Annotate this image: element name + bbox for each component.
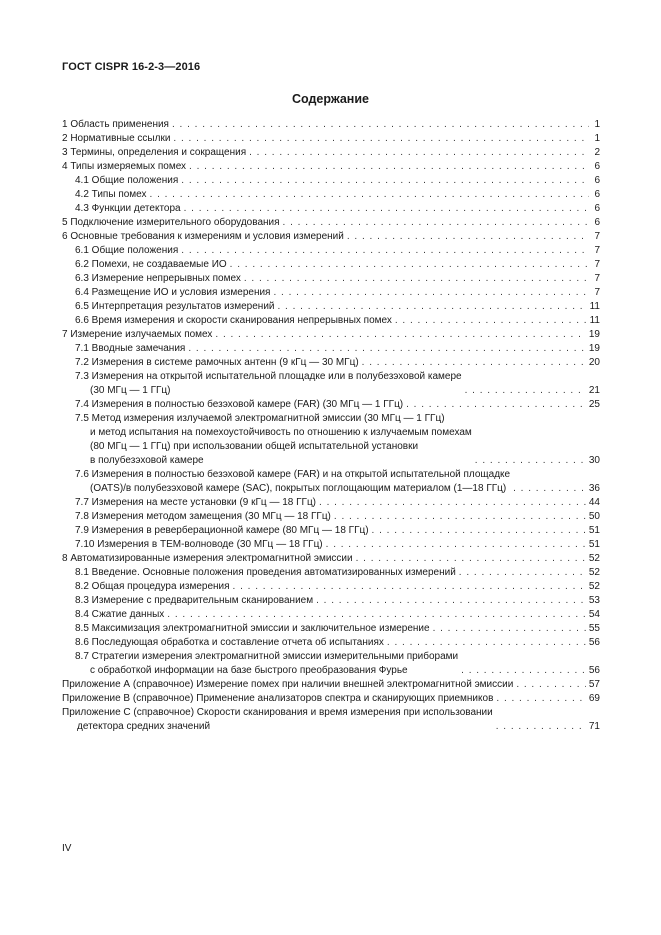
toc-entry[interactable] [62,160,600,174]
toc-entry-page: 6 [594,175,600,186]
dot-leader [273,286,589,300]
dot-leader [461,664,586,678]
toc-entry-line: 4.2 Типы помех [75,189,147,200]
toc-entry-line: 8.3 Измерение с предварительным сканированием [75,595,314,606]
toc-entry-line: 7.6 Измерения в полностью безэховой камере (FAR) и на открытой испытательной площадке [75,469,511,480]
toc-entry[interactable] [62,398,600,412]
toc-entry-label [75,412,472,468]
toc-entry-line: 7.2 Измерения в системе рамочных антенн (9 кГц — 30 МГц) [75,357,359,368]
toc-entry-label [75,244,178,258]
toc-entry-page: 55 [588,623,600,634]
toc-entry-line: 4 Типы измеряемых помех [62,161,187,172]
document-code: ГОСТ CISPR 16-2-3—2016 [62,61,201,73]
toc-entry-line: и метод испытания на помехоустойчивость по отношению к излучаемым помехам [90,427,472,438]
dot-leader [395,314,587,328]
toc-entry-label [62,328,212,342]
toc-entry-page: 51 [588,525,600,536]
toc-entry-line: 7.3 Измерения на открытой испытательной площадке или в полубезэховой камере [75,371,462,382]
toc-entry[interactable] [62,678,600,692]
toc-entry-line: 6.2 Помехи, не создаваемые ИО [75,259,227,270]
toc-entry[interactable] [62,328,600,342]
toc-entry[interactable] [62,622,600,636]
toc-entry-page: 57 [588,679,600,690]
toc-entry-label [75,202,181,216]
toc-entry-label [75,174,178,188]
dot-leader [326,538,586,552]
toc-entry-label [62,230,344,244]
toc-entry-line: 8.4 Сжатие данных [75,609,165,620]
dot-leader [459,566,586,580]
toc-entry-line: 6 Основные требования к измерениям и условия измерений [62,231,344,242]
toc-entry-line: Приложение В (справочное) Применение анализаторов спектра и сканирующих приемников [62,693,494,704]
toc-entry-line: 7.8 Измерения методом замещения (30 МГц — 18 ГГц) [75,511,331,522]
toc-entry-line: 8.1 Введение. Основные положения проведения автоматизированных измерений [75,567,456,578]
toc-entry-line: 7 Измерение излучаемых помех [62,329,213,340]
toc-entry-page: 52 [588,567,600,578]
toc-entry-label [75,468,510,496]
dot-leader [249,146,589,160]
toc-entry-page: 21 [588,385,600,396]
toc-entry-line: (80 МГц — 1 ГГц) при использовании общей испытательной установки [90,441,419,452]
toc-entry-label [75,650,458,678]
dot-leader [334,510,586,524]
toc-entry[interactable] [62,370,600,398]
toc-entry-line: Приложение С (справочное) Скорости сканирования и время измерения при использовании [62,707,493,718]
toc-entry-page: 6 [594,203,600,214]
dot-leader [278,300,587,314]
toc-entry-line: 7.10 Измерения в ТЕМ-волноводе (30 МГц — 18 ГГц) [75,539,323,550]
toc-entry-page: 44 [588,497,600,508]
toc-entry-page: 36 [588,483,600,494]
dot-leader [347,230,589,244]
toc-entry[interactable] [62,118,600,132]
toc-entry-label [75,398,403,412]
toc-entry-page: 7 [594,273,600,284]
toc-entry-page: 1 [594,119,600,130]
toc-entry[interactable] [62,580,600,594]
toc-entry-page: 50 [588,511,600,522]
toc-entry-label [75,580,230,594]
toc-entry-page: 7 [594,287,600,298]
toc-entry-line: 7.4 Измерения в полностью безэховой камере (FAR) (30 МГц — 1 ГГц) [75,399,404,410]
toc-entry[interactable] [62,146,600,160]
dot-leader [316,594,586,608]
toc-entry-page: 54 [588,609,600,620]
toc-entry[interactable] [62,496,600,510]
toc-entry-line: 7.9 Измерения в реверберационной камере (80 МГц — 18 ГГц) [75,525,369,536]
toc-entry-line: 6.3 Измерение непрерывных помех [75,273,241,284]
toc-entry-page: 53 [588,595,600,606]
toc-entry-line: 4.1 Общие положения [75,175,179,186]
toc-entry[interactable] [62,510,600,524]
toc-entry[interactable] [62,230,600,244]
dot-leader [516,678,586,692]
toc-entry-page: 7 [594,259,600,270]
toc-entry-page: 2 [594,147,600,158]
toc-entry-page: 30 [588,455,600,466]
toc-entry[interactable] [62,566,600,580]
toc-entry-line: 6.5 Интерпретация результатов измерений [75,301,275,312]
toc-entry-line: в полубезэховой камере [90,455,204,466]
toc-entry-label [75,258,227,272]
toc-entry[interactable] [62,412,600,468]
toc-entry[interactable] [62,188,600,202]
toc-entry[interactable] [62,216,600,230]
dot-leader [319,496,586,510]
toc-entry-label [75,594,313,608]
toc-entry-line: 3 Термины, определения и сокращения [62,147,247,158]
toc-entry[interactable] [62,174,600,188]
page-title: Содержание [291,92,369,106]
toc-entry-line: 7.1 Вводные замечания [75,343,186,354]
toc-entry-page: 7 [594,231,600,242]
toc-entry-label [75,622,430,636]
toc-entry-page: 25 [588,399,600,410]
toc-entry-page: 7 [594,245,600,256]
toc-entry[interactable] [62,272,600,286]
dot-leader [167,608,586,622]
toc-entry-label [75,636,384,650]
toc-entry-page: 6 [594,217,600,228]
toc-entry-page: 71 [588,721,600,732]
toc-entry-line: с обработкой информации на базе быстрого преобразования Фурье [90,665,408,676]
dot-leader [372,524,586,538]
dot-leader [172,118,589,132]
toc-entry-page: 51 [588,539,600,550]
toc-entry-line: (OATS)/в полубезэховой камере (SAC), покрытых поглощающим материалом (1—18 ГГц) [90,483,507,494]
toc-entry[interactable] [62,314,600,328]
toc-entry-page: 19 [588,329,600,340]
toc-entry-line: 7.5 Метод измерения излучаемой электромагнитной эмиссии (30 МГц — 1 ГГц) [75,413,445,424]
dot-leader [433,622,586,636]
toc-entry-label [75,272,241,286]
toc-entry-line: 7.7 Измерения на месте установки (9 кГц — 18 ГГц) [75,497,317,508]
toc-entry-line: детектора средних значений [77,721,211,732]
toc-entry-label [75,188,147,202]
toc-entry-line: Приложение А (справочное) Измерение помех при наличии внешней электромагнитной эмиссии [62,679,514,690]
toc-entry[interactable] [62,342,600,356]
toc-entry-label [75,566,456,580]
toc-entry-label [75,342,185,356]
toc-entry-line: 6.4 Размещение ИО и условия измерения [75,287,271,298]
toc-entry-line: 5 Подключение измерительного оборудования [62,217,280,228]
toc-entry-line: 6.1 Общие положения [75,245,179,256]
toc-entry[interactable] [62,692,600,706]
toc-entry-label [75,370,462,398]
toc-entry[interactable] [62,244,600,258]
dot-leader [465,384,586,398]
toc-entry-line: 8 Автоматизированные измерения электромагнитной эмиссии [62,553,353,564]
toc-entry-label [75,286,270,300]
toc-entry-line: (30 МГц — 1 ГГц) [90,385,171,396]
toc-entry-line: 1 Область применения [62,119,169,130]
toc-entry[interactable] [62,300,600,314]
dot-leader [189,160,589,174]
toc-entry-page: 20 [588,357,600,368]
dot-leader [173,132,589,146]
toc-entry[interactable] [62,258,600,272]
dot-leader [513,482,586,496]
toc-entry-line: 6.6 Время измерения и скорости сканирования непрерывных помех [75,315,392,326]
toc-entry-page: 6 [594,189,600,200]
page-number: IV [62,843,72,854]
toc-entry[interactable] [62,524,600,538]
dot-leader [215,328,585,342]
toc-entry-label [75,524,369,538]
dot-leader [181,174,589,188]
dot-leader [356,552,586,566]
dot-leader [150,188,589,202]
toc-entry[interactable] [62,608,600,622]
toc-entry-line: 4.3 Функции детектора [75,203,181,214]
toc-entry[interactable] [62,706,600,734]
toc-entry[interactable] [62,356,600,370]
toc-entry-line: 8.7 Стратегии измерения электромагнитной эмиссии измерительными приборами [75,651,459,662]
dot-leader [496,692,585,706]
dot-leader [233,580,586,594]
toc-entry-page: 52 [588,553,600,564]
toc-entry-page: 69 [588,693,600,704]
toc-entry-page: 11 [589,315,600,326]
toc-entry[interactable] [62,132,600,146]
toc-entry-label [75,510,331,524]
toc-entry-line: 8.2 Общая процедура измерения [75,581,230,592]
toc-entry-line: 8.5 Максимизация электромагнитной эмиссии и заключительное измерение [75,623,430,634]
toc-entry-page: 6 [594,161,600,172]
toc-entry-page: 11 [589,301,600,312]
dot-leader [244,272,589,286]
dot-leader [406,398,586,412]
toc-entry-label [75,300,275,314]
toc-entry-label [62,216,280,230]
toc-entry[interactable] [62,594,600,608]
dot-leader [188,342,586,356]
toc-entry[interactable] [62,202,600,216]
dot-leader [496,720,586,734]
dot-leader [230,258,589,272]
toc-entry[interactable] [62,650,600,678]
toc-entry-label [75,496,316,510]
toc-entry-label [75,314,392,328]
toc-entry-page: 19 [588,343,600,354]
dot-leader [184,202,589,216]
dot-leader [283,216,589,230]
toc-entry-page: 56 [588,665,600,676]
toc-entry[interactable] [62,286,600,300]
toc-entry-label [62,678,513,692]
toc-entry[interactable] [62,552,600,566]
toc-entry-label [62,160,186,174]
toc-entry-label [62,118,169,132]
toc-entry-label [62,146,246,160]
toc-entry-page: 56 [588,637,600,648]
toc-entry[interactable] [62,538,600,552]
toc-entry-line: 8.6 Последующая обработка и составление отчета об испытаниях [75,637,384,648]
toc-entry-label [75,356,359,370]
toc-entry[interactable] [62,636,600,650]
toc-entry-line: 2 Нормативные ссылки [62,133,171,144]
toc-entry-label [62,552,353,566]
dot-leader [181,244,589,258]
toc-entry-page: 1 [594,133,600,144]
toc-entry-label [75,608,164,622]
table-of-contents [62,118,600,734]
toc-entry-label [62,132,170,146]
toc-entry[interactable] [62,468,600,496]
dot-leader [387,636,586,650]
dot-leader [475,454,586,468]
toc-entry-label [62,706,493,734]
toc-entry-label [75,538,323,552]
toc-entry-page: 52 [588,581,600,592]
toc-entry-label [62,692,493,706]
dot-leader [362,356,586,370]
